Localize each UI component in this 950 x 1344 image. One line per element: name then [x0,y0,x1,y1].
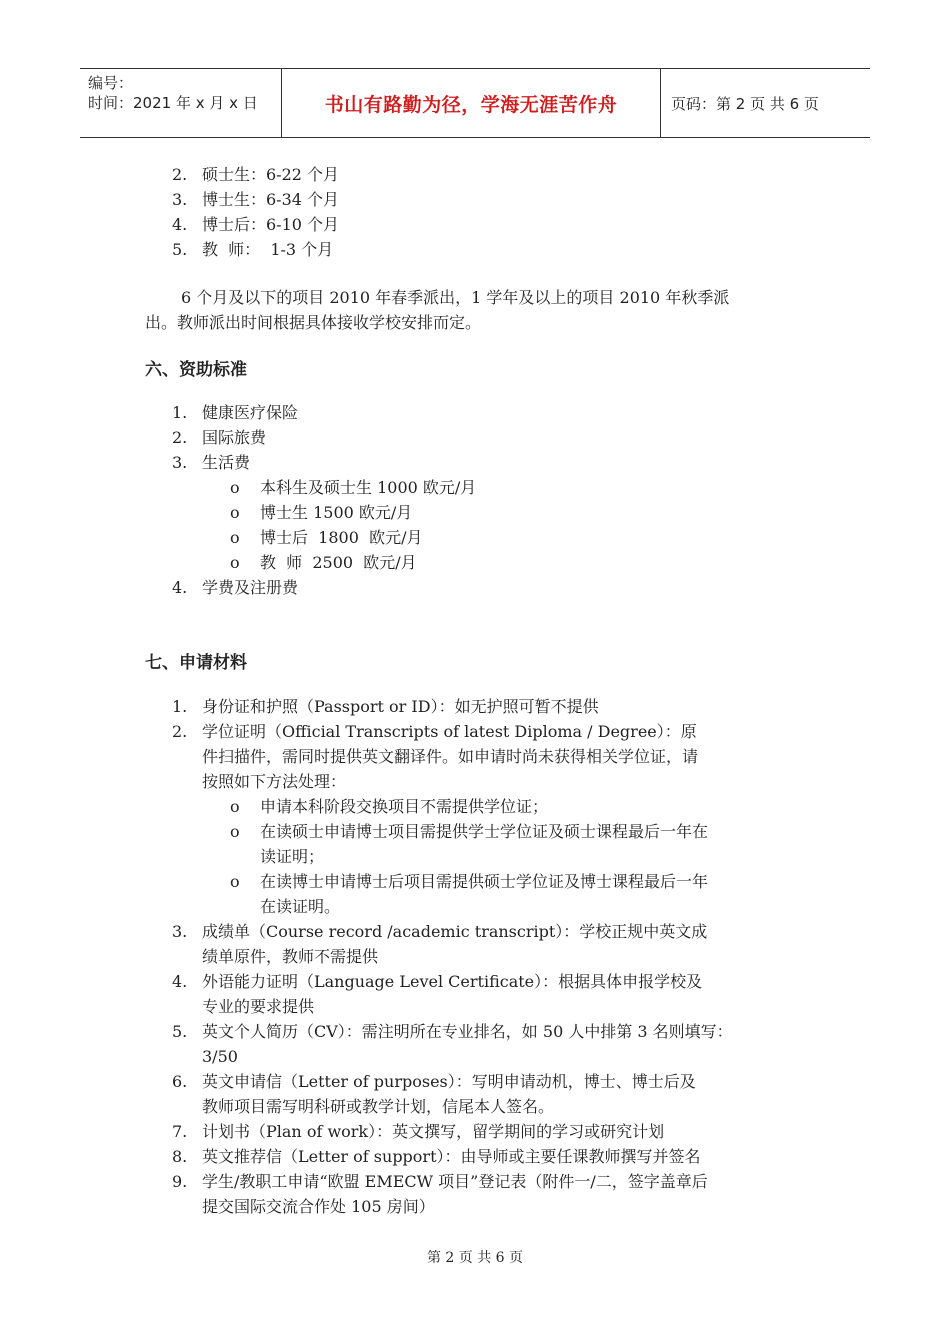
page-header [80,68,870,138]
list-item: 1. 健康医疗保险 [172,403,299,422]
dispatch-paragraph-line2: 出。教师派出时间根据具体接收学校安排而定。 [145,313,482,332]
list-item-number: 5. [172,1022,188,1041]
list-item-text: 件扫描件，需同时提供英文翻译件。如申请时尚未获得相关学位证，请 [202,747,699,766]
list-item-text: 外语能力证明（Language Level Certificate）：根据具体申报学校及 [202,972,703,991]
list-item-text: 计划书（Plan of work）：英文撰写，留学期间的学习或研究计划 [202,1122,665,1141]
page-footer: 第 2 页 共 6 页 [426,1250,524,1266]
list-item-text: 身份证和护照（Passport or ID）：如无护照可暂不提供 [202,697,599,716]
bullet-item-text: 在读硕士申请博士项目需提供学士学位证及硕士课程最后一年在 [260,822,709,841]
list-item-text: 3/50 [202,1047,238,1066]
list-item-number: 9. [172,1172,188,1191]
dispatch-paragraph-line1: 6 个月及以下的项目 2010 年春季派出，1 学年及以上的项目 2010 年秋季派 [181,288,730,307]
list-item-text: 提交国际交流合作处 105 房间） [202,1197,435,1216]
list-item-text: 英文个人简历（CV）：需注明所在专业排名，如 50 人中排第 3 名则填写： [202,1022,733,1041]
list-item: 2. 硕士生：6-22 个月 [172,165,340,184]
list-item: 3. 生活费 [172,453,251,472]
bullet-item: o 本科生及硕士生 1000 欧元/月 [230,478,477,497]
bullet-item-text: 在读证明。 [260,897,341,916]
code-label: 编号： [88,74,134,92]
list-item-text: 专业的要求提供 [202,997,315,1016]
list-item: 4. 博士后：6-10 个月 [172,215,340,234]
bullet-item: o 博士后 1800 欧元/月 [230,528,423,547]
bullet-item-text: 在读博士申请博士后项目需提供硕士学位证及博士课程最后一年 [260,872,709,891]
header-meta [80,69,282,137]
list-item-number: 2. [172,722,188,741]
list-item-number: 8. [172,1147,188,1166]
list-item-text: 英文推荐信（Letter of support）：由导师或主要任课教师撰写并签名 [202,1147,701,1166]
bullet-marker: o [230,822,240,841]
list-item-text: 成绩单（Course record /academic transcript）：学校正规中英文成 [202,922,708,941]
bullet-marker: o [230,872,240,891]
list-item: 5. 教 师： 1-3 个月 [172,240,334,259]
list-item-text: 英文申请信（Letter of purposes）：写明申请动机，博士、博士后及 [202,1072,696,1091]
list-item: 2. 国际旅费 [172,428,267,447]
list-item-text: 教师项目需写明科研或教学计划，信尾本人签名。 [202,1097,555,1116]
bullet-marker: o [230,797,240,816]
list-item-number: 1. [172,697,188,716]
bullet-item: o 博士生 1500 欧元/月 [230,503,413,522]
bullet-item-text: 申请本科阶段交换项目不需提供学位证； [260,797,549,816]
list-item-text: 学生/教职工申请“欧盟 EMECW 项目”登记表（附件一/二，签字盖章后 [202,1172,708,1191]
header-motto: 书山有路勤为径，学海无涯苦作舟 [282,69,661,137]
list-item-text: 按照如下方法处理： [202,772,347,791]
list-item-text: 学位证明（Official Transcripts of latest Diploma / Degree）：原 [202,722,697,741]
list-item: 4. 学费及注册费 [172,578,299,597]
list-item-text: 绩单原件，教师不需提供 [202,947,379,966]
bullet-item-text: 读证明； [260,847,325,866]
list-item-number: 6. [172,1072,188,1091]
list-item-number: 7. [172,1122,188,1141]
time-label: 时间：2021 年 x 月 x 日 [88,94,258,112]
header-page-info: 页码：第 2 页 共 6 页 [671,94,819,113]
bullet-item: o 教 师 2500 欧元/月 [230,553,417,572]
list-item-number: 4. [172,972,188,991]
section-heading: 七、申请材料 [145,653,247,673]
list-item-number: 3. [172,922,188,941]
section-heading: 六、资助标准 [145,360,247,380]
list-item: 3. 博士生：6-34 个月 [172,190,340,209]
